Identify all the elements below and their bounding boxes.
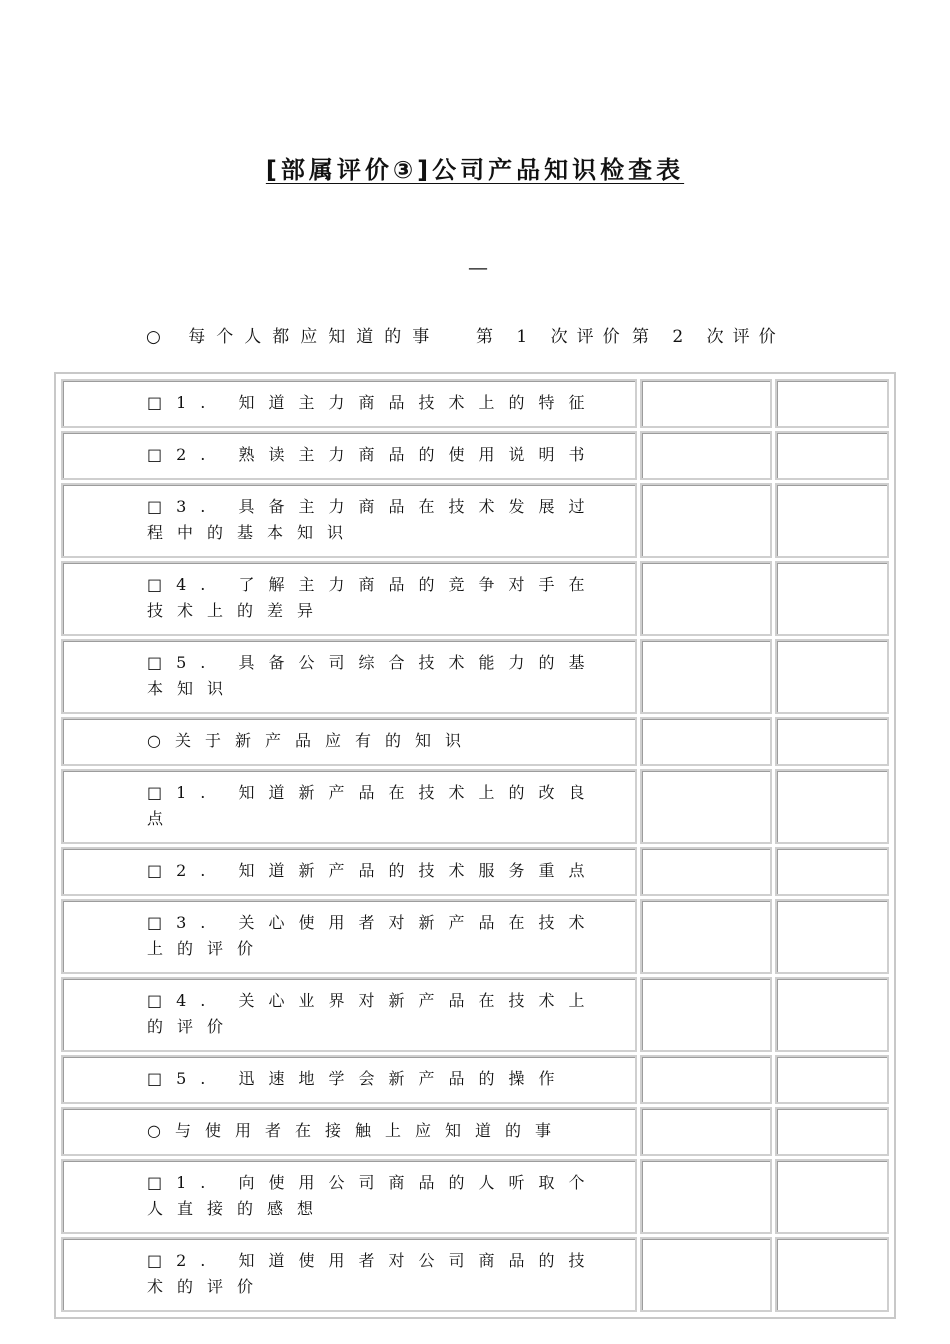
table-row — [61, 847, 889, 896]
item-cell — [61, 847, 637, 896]
eval1-cell[interactable] — [640, 639, 772, 714]
item-text: □2. 知道使用者对公司商品的技术的评价 — [147, 1251, 599, 1296]
table-row — [61, 483, 889, 558]
eval1-cell[interactable] — [640, 1237, 772, 1312]
eval1-cell[interactable] — [640, 561, 772, 636]
item-text: □1. 知道主力商品技术上的特征 — [147, 393, 599, 412]
eval1-cell[interactable] — [640, 1107, 772, 1156]
item-text: □4. 关心业界对新产品在技术上的评价 — [147, 991, 599, 1036]
eval1-cell[interactable] — [640, 769, 772, 844]
table-row — [61, 561, 889, 636]
eval2-cell[interactable] — [775, 847, 889, 896]
eval2-cell[interactable] — [775, 1159, 889, 1234]
eval2-cell[interactable] — [775, 899, 889, 974]
eval1-cell[interactable] — [640, 847, 772, 896]
item-text: □5. 迅速地学会新产品的操作 — [147, 1069, 569, 1088]
table-row — [61, 639, 889, 714]
item-text: □3. 具备主力商品在技术发展过程中的基本知识 — [147, 497, 599, 542]
item-cell — [61, 1159, 637, 1234]
table-row — [61, 717, 889, 766]
table-row — [61, 431, 889, 480]
table-row — [61, 899, 889, 974]
section-text: ○与使用者在接触上应知道的事 — [147, 1121, 565, 1140]
item-cell — [61, 899, 637, 974]
eval2-cell[interactable] — [775, 561, 889, 636]
section-header: ○ 每个人都应知道的事 — [146, 327, 441, 347]
page-title-text: [部属评价③]公司产品知识检查表 — [265, 156, 685, 184]
table-row — [61, 1159, 889, 1234]
item-cell — [61, 431, 637, 480]
item-cell — [61, 769, 637, 844]
eval2-cell[interactable] — [775, 431, 889, 480]
eval2-cell[interactable] — [775, 977, 889, 1052]
eval1-cell[interactable] — [640, 899, 772, 974]
table-row — [61, 1055, 889, 1104]
page-title — [0, 150, 950, 185]
eval1-cell[interactable] — [640, 1159, 772, 1234]
eval2-cell[interactable] — [775, 1107, 889, 1156]
checklist-table — [54, 372, 896, 1319]
eval1-cell[interactable] — [640, 483, 772, 558]
eval1-cell[interactable] — [640, 977, 772, 1052]
section-cell — [61, 717, 637, 766]
eval2-cell[interactable] — [775, 379, 889, 428]
table-row — [61, 769, 889, 844]
item-text: □3. 关心使用者对新产品在技术上的评价 — [147, 913, 599, 958]
item-cell — [61, 1055, 637, 1104]
item-cell — [61, 561, 637, 636]
section-cell — [61, 1107, 637, 1156]
eval2-cell[interactable] — [775, 639, 889, 714]
table-row — [61, 1107, 889, 1156]
item-cell — [61, 639, 637, 714]
eval2-cell[interactable] — [775, 1055, 889, 1104]
eval2-cell[interactable] — [775, 1237, 889, 1312]
item-cell — [61, 483, 637, 558]
dash-mark: — — [468, 255, 488, 279]
eval1-cell[interactable] — [640, 1055, 772, 1104]
eval1-cell[interactable] — [640, 379, 772, 428]
table-row — [61, 1237, 889, 1312]
section-text: ○关于新产品应有的知识 — [147, 731, 475, 750]
eval1-cell[interactable] — [640, 717, 772, 766]
eval1-header: 第 1 次评价 — [476, 327, 629, 347]
eval2-header: 第 2 次评价 — [632, 327, 785, 347]
item-text: □2. 知道新产品的技术服务重点 — [147, 861, 599, 880]
eval2-cell[interactable] — [775, 717, 889, 766]
item-text: □4. 了解主力商品的竞争对手在技术上的差异 — [147, 575, 599, 620]
eval2-cell[interactable] — [775, 769, 889, 844]
item-text: □1. 向使用公司商品的人听取个人直接的感想 — [147, 1173, 599, 1218]
eval2-cell[interactable] — [775, 483, 889, 558]
table-row — [61, 379, 889, 428]
item-text: □1. 知道新产品在技术上的改良点 — [147, 783, 599, 828]
item-cell — [61, 977, 637, 1052]
item-cell — [61, 1237, 637, 1312]
item-text: □2. 熟读主力商品的使用说明书 — [147, 445, 599, 464]
table-row — [61, 977, 889, 1052]
item-cell — [61, 379, 637, 428]
eval1-cell[interactable] — [640, 431, 772, 480]
item-text: □5. 具备公司综合技术能力的基本知识 — [147, 653, 599, 698]
